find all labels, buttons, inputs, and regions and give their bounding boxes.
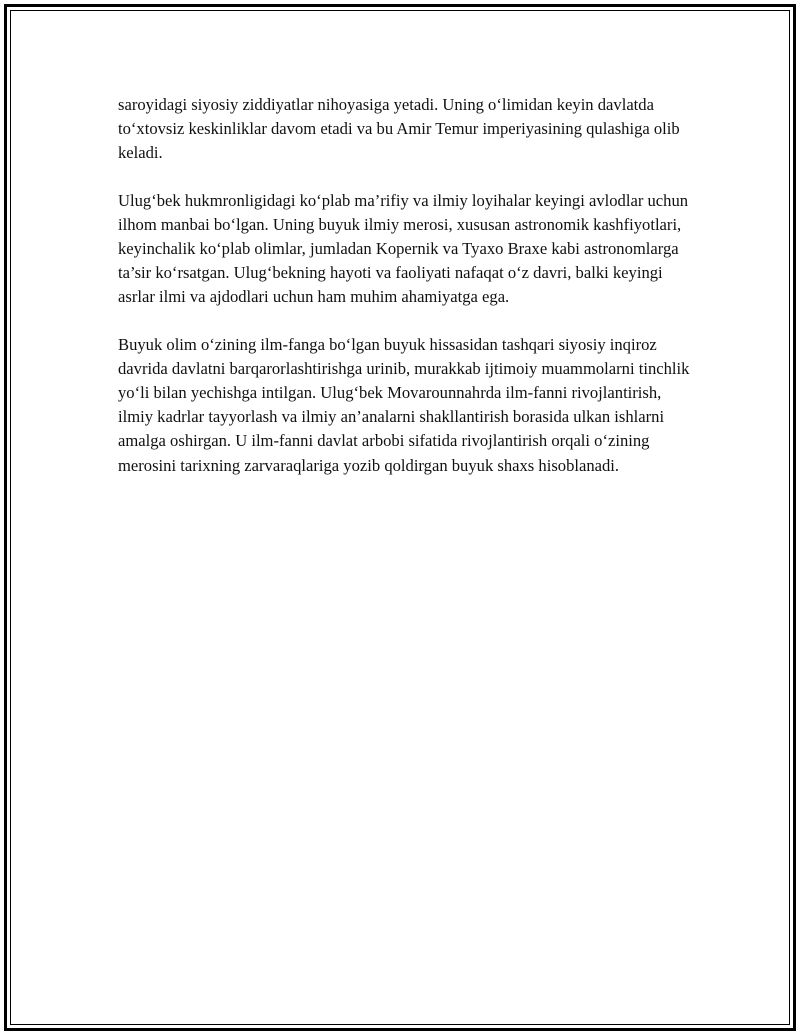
paragraph-3: Buyuk olim o‘zining ilm-fanga bo‘lgan buyuk hissasidan tashqari siyosiy inqiroz davrida davlatni barqarorlashtirishga urinib, murakkab ijtimoiy muammolarni tinchlik yo‘li bilan yechishga intilgan. Ulug‘bek Movarounnahrda ilm-fanni rivojlantirish, ilmiy kadrlar tayyorlash va ilmiy an’analarni shakllantirish borasida ulkan ishlarni amalga oshirgan. U ilm-fanni davlat arbobi sifatida rivojlantirish orqali o‘zining merosini tarixning zarvaraqlariga yozib qoldirgan buyuk shaxs hisoblanadi. [118, 334, 690, 475]
paragraph-2: Ulug‘bek hukmronligidagi ko‘plab ma’rifiy va ilmiy loyihalar keyingi avlodlar uchun ilhom manbai bo‘lgan. Uning buyuk ilmiy merosi, xususan astronomik kashfiyotlari, keyinchalik ko‘plab olimlar, jumladan Kopernik va Tyaxo Braxe kabi astronomlarga ta’sir ko‘rsatgan. Ulug‘bekning hayoti va faoliyati nafaqat o‘z davri, balki keyingi asrlar ilmi va ajdodlari uchun ham muhim ahamiyatga ega. [118, 190, 689, 307]
document-body [118, 93, 698, 501]
paragraph-1: saroyidagi siyosiy ziddiyatlar nihoyasiga yetadi. Uning o‘limidan keyin davlatda to‘xtovsiz keskinliklar davom etadi va bu Amir Temur imperiyasining qulashiga olib keladi. [118, 95, 680, 163]
